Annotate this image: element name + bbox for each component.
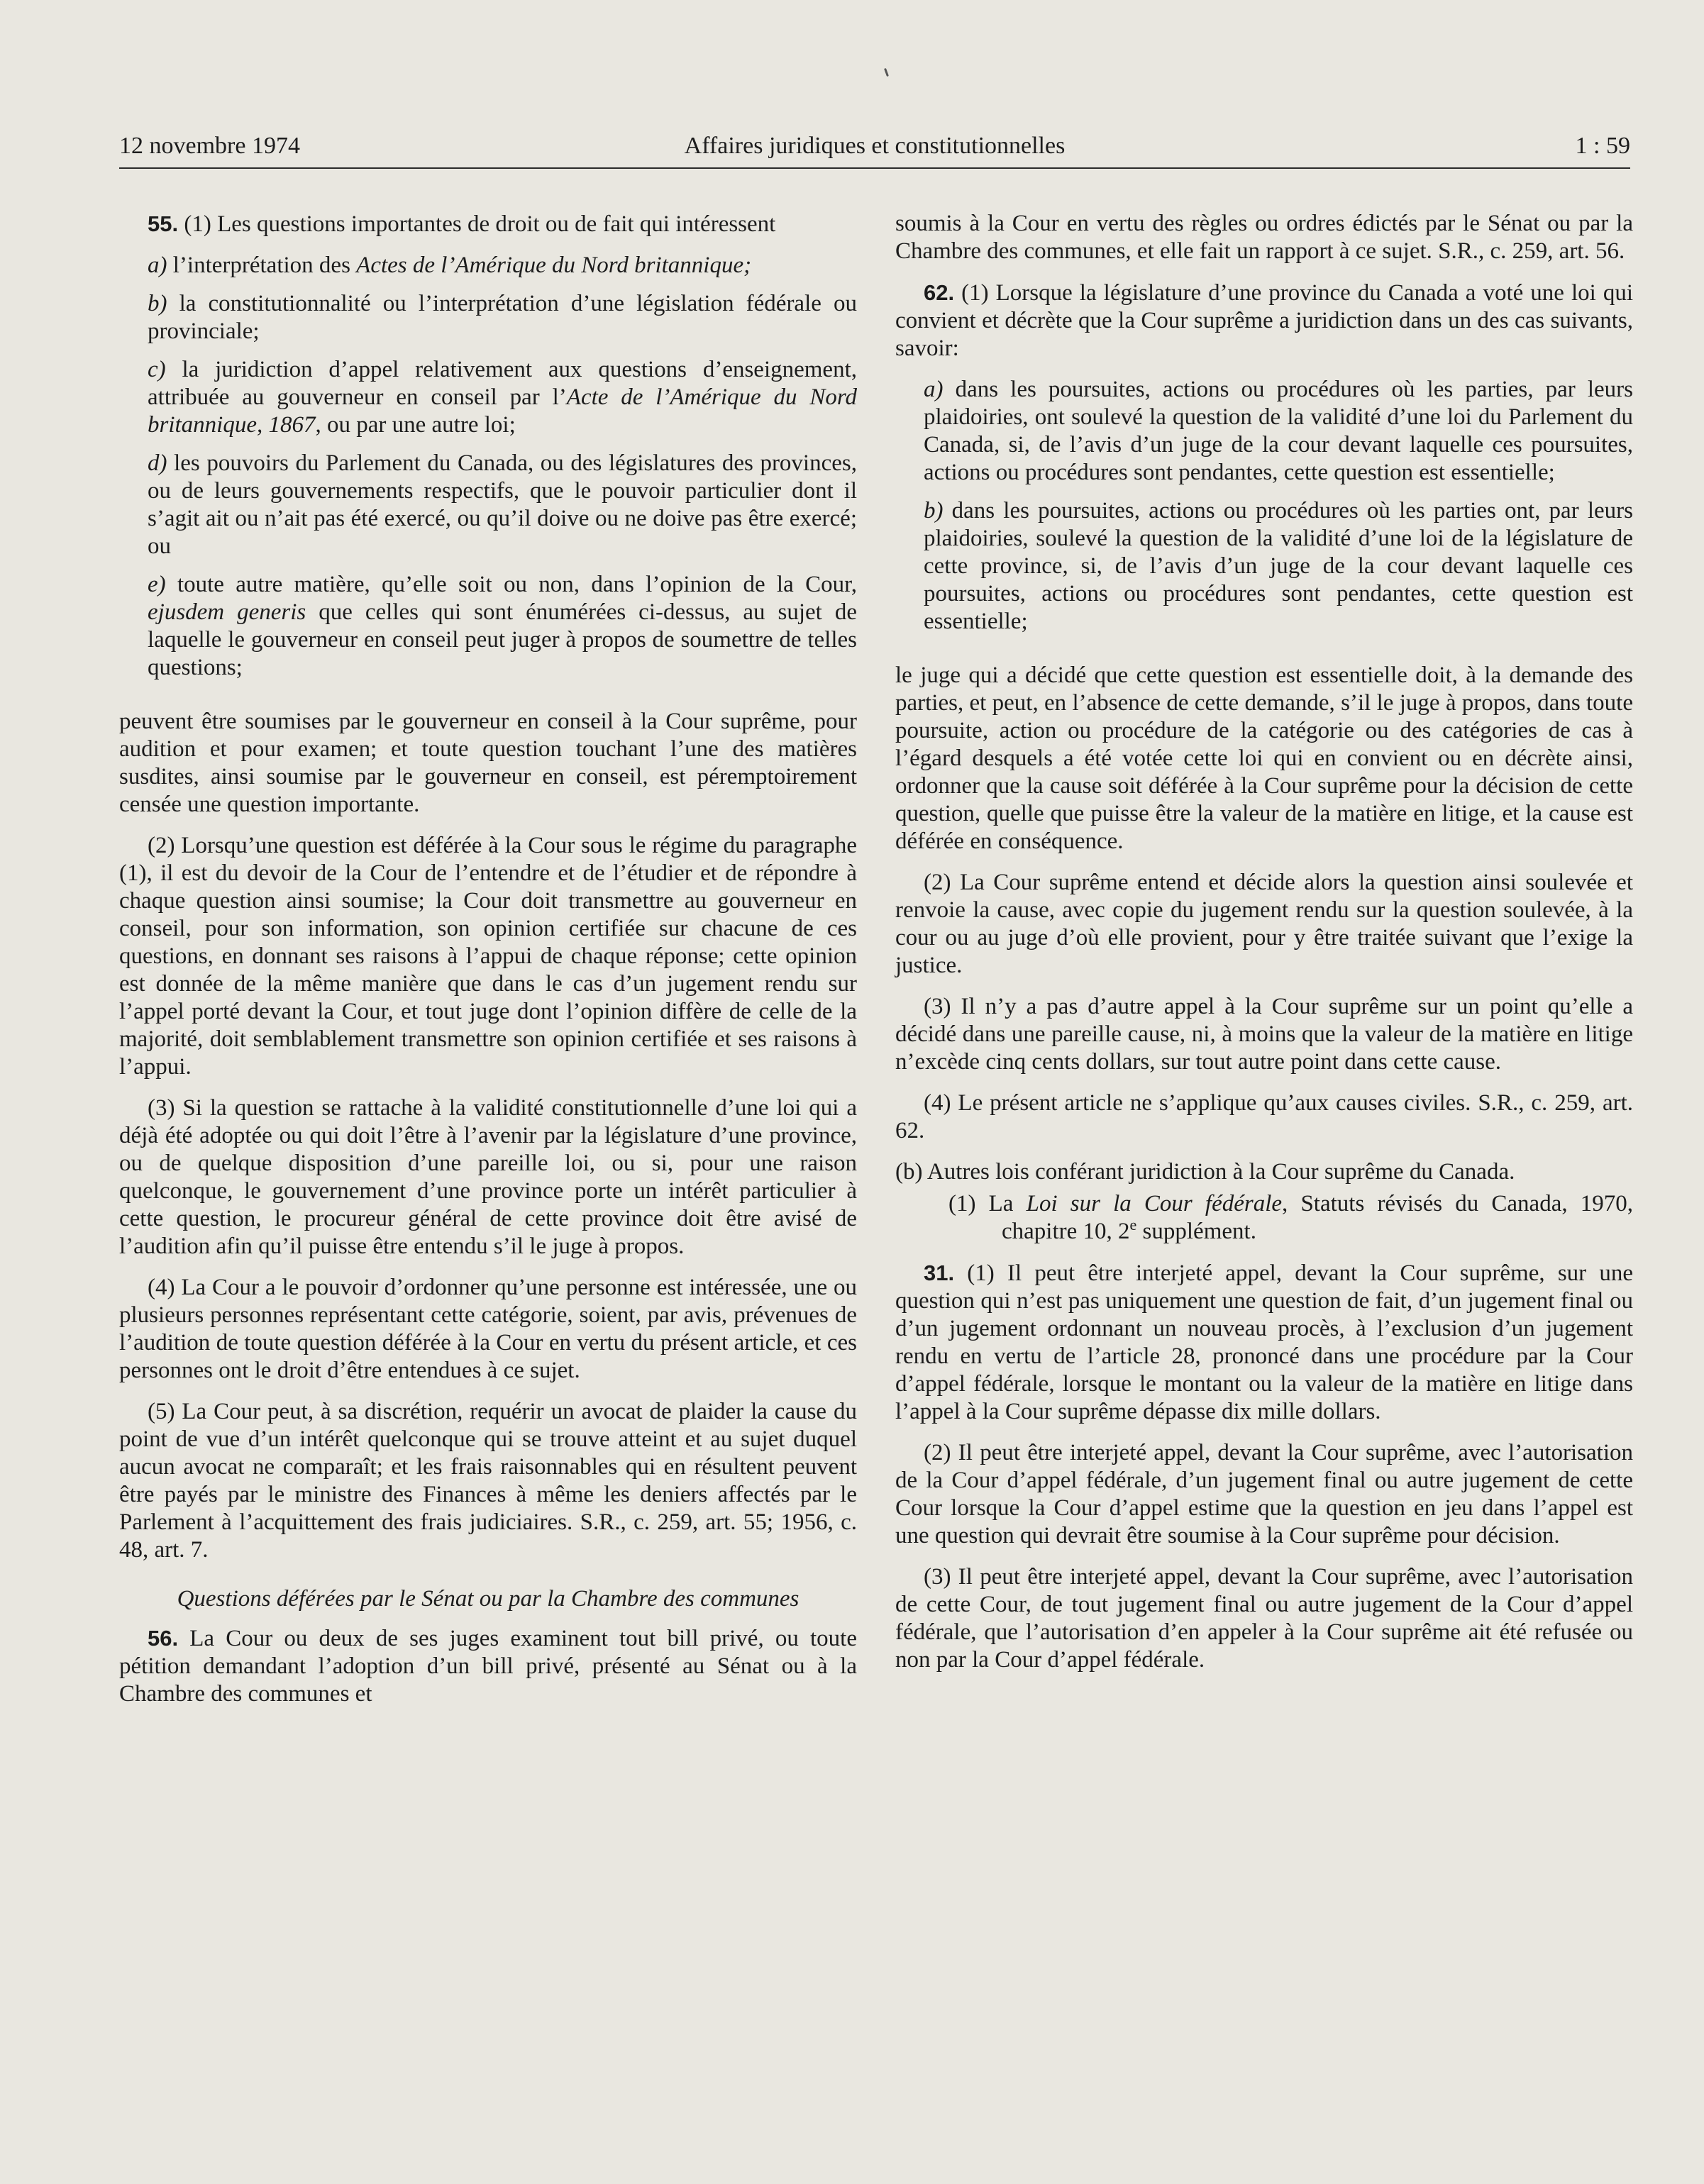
subsection-b-heading: (b) Autres lois conférant juridiction à la Cour suprême du Canada. (895, 1159, 1515, 1185)
left-column (119, 210, 857, 1722)
running-head (119, 129, 1630, 163)
header-rule (119, 167, 1630, 169)
section-55-intro: 55. (1) Les questions importantes de droit ou de fait qui intéressent (148, 211, 776, 237)
list-item-d: d) les pouvoirs du Parlement du Canada, ou des législatures des provinces, ou de leurs gouvernements respectifs, que le pouvoir particulier dont il s’agit ait ou n’ait pas été exercé, ou qu’il doive ou ne doive pas être exercé; ou (148, 450, 857, 559)
section-55-5: (5) La Cour peut, à sa discrétion, requérir un avocat de plaider la cause du point de vue d’un intérêt quelconque qui se trouve atteint et au sujet duquel aucun avocat ne comparaît; et les frais raisonnables qui en résultent peuvent être payés par le ministre des Finances à même les deniers affectés par le Parlement à l’acquittement des frais judiciaires. S.R., c. 259, art. 55; 1956, c. 48, art. 7. (119, 1399, 857, 1563)
section-number: 31. (924, 1260, 955, 1285)
list-item-a: a) l’interprétation des Actes de l’Amérique du Nord britannique; (148, 253, 752, 278)
section-31-2: (2) Il peut être interjeté appel, devant la Cour suprême, avec l’autorisation de la Cour d’appel fédérale, d’un jugement final ou autre jugement de cette Cour lorsque la Cour d’appel estime que la question en jeu dans l’appel est une question qui devrait être soumise à la Cour suprême pour décision. (895, 1440, 1633, 1548)
scan-speck (884, 68, 889, 77)
section-55-3: (3) Si la question se rattache à la validité constitutionnelle d’une loi qui a déjà été adoptée ou qui doit l’être à l’avenir par la législature d’une province, ou de quelque disposition d’une pareille loi, ou si, pour une raison quelconque, le gouvernement d’une province porte un intérêt particulier à cette question, le procureur général de cette province doit être avisé de l’audition afin qu’il puisse être entendu s’il le juge à propos. (119, 1095, 857, 1259)
section-55-2: (2) Lorsqu’une question est déférée à la Cour sous le régime du paragraphe (1), il est du devoir de la Cour de l’entendre et de l’étudier et de répondre à chaque question ainsi soumise; la Cour doit transmettre au gouverneur en conseil, pour son information, son opinion certifiée sur chacune de ces questions, en donnant ses raisons à l’appui de chaque réponse; cette opinion est donnée de la même manière que dans le cas d’un jugement rendu sur l’appel porté devant la Cour, et tout juge dont l’opinion diffère de celle de la majorité, doit semblablement transmettre son opinion certifiée et ses raisons à l’appui. (119, 833, 857, 1080)
list-item-b: b) la constitutionnalité ou l’interprétation d’une législation fédérale ou provinciale; (148, 291, 857, 344)
section-62-2: (2) La Cour suprême entend et décide alors la question ainsi soulevée et renvoie la cause, avec copie du jugement rendu sur la question soulevée, à la cour ou au juge d’où elle provient, pour y être traitée suivant que l’exige la justice. (895, 870, 1633, 978)
list-item-a: a) dans les poursuites, actions ou procédures où les parties, par leurs plaidoiries, ont soulevé la question de la validité d’une loi du Parlement du Canada, si, de l’avis d’un juge de la cour devant laquelle ces poursuites, actions ou procédures sont pendantes, cette question est essentielle; (924, 377, 1633, 485)
list-item-c: c) la juridiction d’appel relativement aux questions d’enseignement, attribuée au gouverneur en conseil par l’Acte de l’Amérique du Nord britannique, 1867, ou par une autre loi; (148, 357, 857, 438)
header-date: 12 novembre 1974 (119, 133, 300, 159)
right-column (895, 210, 1633, 1687)
header-page-number: 1 : 59 (1575, 133, 1630, 159)
list-item-e: e) toute autre matière, qu’elle soit ou non, dans l’opinion de la Cour, ejusdem generis que celles qui sont énumérées ci-dessus, au sujet de laquelle le gouverneur en conseil peut juger à propos de soumettre de telles questions; (148, 572, 857, 680)
subsection-b-1: (1) La Loi sur la Cour fédérale, Statuts révisés du Canada, 1970, chapitre 10, 2e supplément. (948, 1191, 1633, 1244)
section-56-continued: soumis à la Cour en vertu des règles ou ordres édictés par le Sénat ou par la Chambre des communes, et elle fait un rapport à ce sujet. S.R., c. 259, art. 56. (895, 211, 1633, 264)
list-item-b: b) dans les poursuites, actions ou procédures où les parties ont, par leurs plaidoiries, soulevé la question de la validité d’une loi de la législature de cette province, si, de l’avis d’un juge de la cour devant laquelle ces poursuites, actions ou procédures sont pendantes, cette question est essentielle; (924, 498, 1633, 634)
section-62-3: (3) Il n’y a pas d’autre appel à la Cour suprême sur un point qu’elle a décidé dans une pareille cause, ni, à moins que la valeur de la matière en litige n’excède cinq cents dollars, sur tout autre point dans cette cause. (895, 994, 1633, 1075)
section-62-intro: 62. (1) Lorsque la législature d’une province du Canada a voté une loi qui convient et décrète que la Cour suprême a juridiction dans un des cas suivants, savoir: (895, 280, 1633, 361)
section-62-4: (4) Le présent article ne s’applique qu’aux causes civiles. S.R., c. 259, art. 62. (895, 1090, 1633, 1143)
section-number: 55. (148, 211, 179, 236)
section-56: 56. La Cour ou deux de ses juges examinent tout bill privé, ou toute pétition demandant l’adoption d’un bill privé, présenté au Sénat ou à la Chambre des communes et (119, 1626, 857, 1707)
section-55-close: peuvent être soumises par le gouverneur en conseil à la Cour suprême, pour audition et pour examen; et toute question touchant l’une des matières susdites, ainsi soumise par le gouverneur en conseil, est péremptoirement censée une question importante. (119, 709, 857, 817)
section-31-1: 31. (1) Il peut être interjeté appel, devant la Cour suprême, sur une question qui n’est pas uniquement une question de fait, d’un jugement final ou d’un jugement ordonnant un nouveau procès, à l’exclusion d’un jugement rendu en vertu de l’article 28, prononcé dans une procédure par la Cour d’appel fédérale, lorsque le montant ou la valeur de la matière en litige dans l’appel à la Cour suprême dépasse dix mille dollars. (895, 1260, 1633, 1424)
section-31-3: (3) Il peut être interjeté appel, devant la Cour suprême, avec l’autorisation de cette Cour, de tout jugement final ou autre jugement de la Cour d’appel fédérale, que l’autorisation d’en appeler à la Cour suprême ait été refusée ou non par la Cour d’appel fédérale. (895, 1564, 1633, 1673)
section-number: 62. (924, 280, 955, 305)
section-62-close: le juge qui a décidé que cette question est essentielle doit, à la demande des parties, et peut, en l’absence de cette demande, s’il le juge à propos, dans toute poursuite, action ou procédure de la catégorie ou des catégories de cas à l’égard desquels a été votée cette loi qui en convient ou en décrète ainsi, ordonner que la cause soit déférée à la Cour suprême pour la décision de cette question, quelle que puisse être la valeur de la matière en litige, et la cause est déférée en conséquence. (895, 663, 1633, 854)
section-55-4: (4) La Cour a le pouvoir d’ordonner qu’une personne est intéressée, une ou plusieurs personnes représentant cette catégorie, soient, par avis, prévenues de l’audition de toute question déférée à la Cour en vertu du présent article, et ces personnes ont le droit d’être entendues à ce sujet. (119, 1275, 857, 1383)
section-number: 56. (148, 1626, 179, 1651)
section-heading: Questions déférées par le Sénat ou par la Chambre des communes (177, 1586, 800, 1612)
header-title: Affaires juridiques et constitutionnelles (684, 133, 1066, 159)
